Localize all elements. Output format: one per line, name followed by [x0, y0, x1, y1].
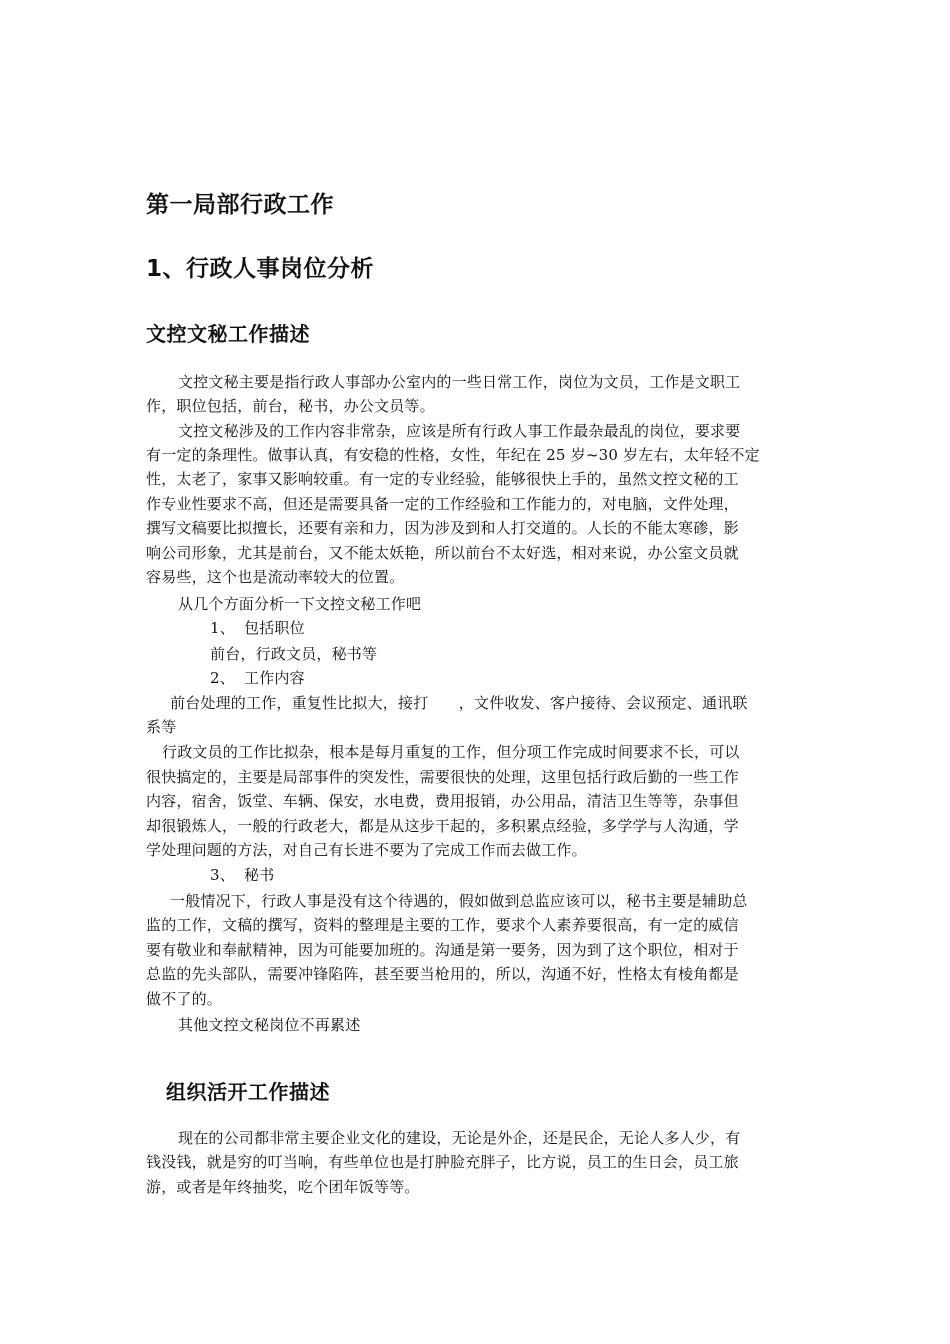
closing-line: 其他文控文秘岗位不再累述 — [178, 1016, 361, 1034]
paragraph-line: 要有敬业和奉献精神，因为可能要加班的。沟通是第一要务，因为到了这个职位，相对于 — [146, 941, 739, 959]
paragraph-line: 响公司形象，尤其是前台，又不能太妖艳，所以前台不太好选，相对来说，办公室文员就 — [146, 544, 739, 562]
intro-line: 从几个方面分析一下文控文秘工作吧 — [178, 595, 422, 613]
subsection-heading: 文控文秘工作描述 — [146, 322, 310, 346]
paragraph-line: 总监的先头部队，需要冲锋陷阵，甚至要当枪用的，所以，沟通不好，性格太有棱角都是 — [146, 965, 739, 983]
paragraph-line: 容易些，这个也是流动率较大的位置。 — [146, 568, 405, 586]
paragraph-line: 前台处理的工作，重复性比拟大，接打 ，文件收发、客户接待、会议预定、通讯联 — [170, 694, 748, 712]
list-number: 2、 — [210, 669, 235, 687]
list-label: 工作内容 — [244, 669, 305, 687]
paragraph-line: 有一定的条理性。做事认真，有安稳的性格，女性，年纪在 25 岁~30 岁左右，太年轻不定 — [146, 446, 760, 464]
paragraph-line: 内容，宿舍，饭堂、车辆、保安，水电费，费用报销，办公用品，清洁卫生等等，杂事但 — [146, 792, 739, 810]
paragraph-line: 作，职位包括，前台，秘书，办公文员等。 — [146, 397, 435, 415]
paragraph-line: 文控文秘涉及的工作内容非常杂，应该是所有行政人事工作最杂最乱的岗位，要求要 — [178, 422, 741, 440]
paragraph-line: 现在的公司都非常主要企业文化的建设，无论是外企，还是民企，无论人多人少，有 — [178, 1129, 741, 1147]
paragraph-line: 行政文员的工作比拟杂，根本是每月重复的工作，但分项工作完成时间要求不长，可以 — [162, 743, 740, 761]
paragraph-line: 一般情况下，行政人事是没有这个待遇的，假如做到总监应该可以，秘书主要是辅助总 — [170, 892, 748, 910]
paragraph-line: 文控文秘主要是指行政人事部办公室内的一些日常工作，岗位为文员，工作是文职工 — [178, 373, 741, 391]
paragraph-line: 却很锻炼人，一般的行政老大，都是从这步干起的，多积累点经验，多学学与人沟通，学 — [146, 817, 739, 835]
document-title: 第一局部行政工作 — [146, 192, 334, 218]
paragraph-line: 性，太老了，家事又影响较重。有一定的专业经验，能够很快上手的，虽然文控文秘的工 — [146, 470, 739, 488]
paragraph-line: 监的工作，文稿的撰写，资料的整理是主要的工作，要求个人素养要很高，有一定的威信 — [146, 916, 739, 934]
paragraph-line: 撰写文稿要比拟擅长，还要有亲和力，因为涉及到和人打交道的。人长的不能太寒碜，影 — [146, 519, 739, 537]
list-text: 前台，行政文员，秘书等 — [210, 645, 378, 663]
paragraph-line: 很快搞定的，主要是局部事件的突发性，需要很快的处理，这里包括行政后勤的一些工作 — [146, 768, 739, 786]
list-number: 3、 — [210, 866, 235, 884]
list-label: 秘书 — [244, 866, 275, 884]
paragraph-line: 作专业性要求不高，但还是需要具备一定的工作经验和工作能力的，对电脑，文件处理， — [146, 495, 739, 513]
list-number: 1、 — [210, 619, 235, 637]
paragraph-line: 游，或者是年终抽奖，吃个团年饭等等。 — [146, 1178, 420, 1196]
subsection-heading: 组织活开工作描述 — [166, 1080, 330, 1104]
list-label: 包括职位 — [244, 619, 305, 637]
paragraph-line: 学处理问题的方法，对自己有长进不要为了完成工作而去做工作。 — [146, 841, 587, 859]
paragraph-line: 系等 — [146, 718, 177, 736]
section-heading: 1、行政人事岗位分析 — [146, 256, 375, 282]
paragraph-line: 做不了的。 — [146, 990, 223, 1008]
paragraph-line: 钱没钱，就是穷的叮当响，有些单位也是打肿脸充胖子，比方说，员工的生日会，员工旅 — [146, 1153, 739, 1171]
